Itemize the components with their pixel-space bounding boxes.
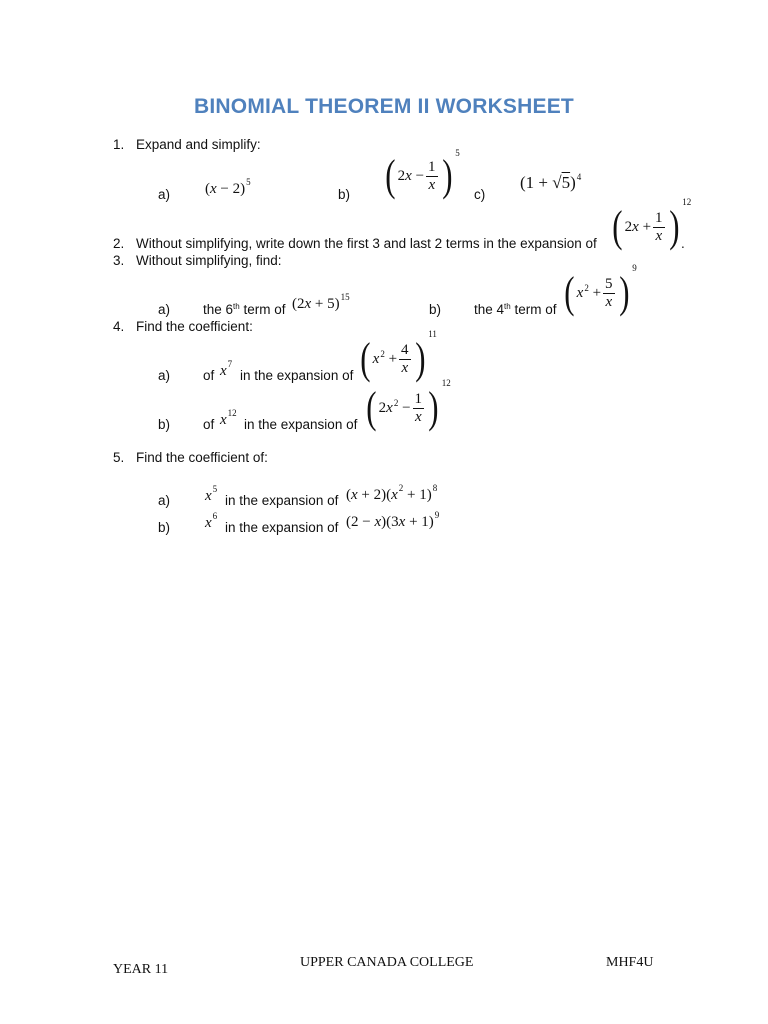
q5a-mid: in the expansion of xyxy=(225,493,339,508)
q4a-term: $x^7$ xyxy=(220,359,233,379)
q5b-mid: in the expansion of xyxy=(225,520,339,535)
q3b-sup: th xyxy=(504,302,511,311)
q3-text: Without simplifying, find: xyxy=(136,253,282,268)
q1b-label: b) xyxy=(338,187,351,202)
q2-expression: ( 2x + $\frac{1}{x}$ ) $^{12}$ xyxy=(612,197,692,251)
q3-number: 3. xyxy=(113,253,125,268)
q3a-text xyxy=(203,302,285,320)
q4a-mid: in the expansion of xyxy=(240,368,354,383)
footer-course: MHF4U xyxy=(606,955,654,970)
q5-text: Find the coefficient of: xyxy=(136,450,268,465)
q1-text: Expand and simplify: xyxy=(136,137,261,152)
q3a-sup: th xyxy=(233,302,240,311)
q5b-label: b) xyxy=(158,520,171,535)
q2-number: 2. xyxy=(113,236,125,251)
q4a-of: of xyxy=(203,368,215,383)
q4-text: Find the coefficient: xyxy=(136,319,253,334)
q3b-text xyxy=(474,302,556,320)
q3b-text-pre: the 4 xyxy=(474,302,505,317)
q4a-expression: ( $x^2$ + $\frac{4}{x}$ ) $^{11}$ xyxy=(360,329,437,383)
q3a-text-post: term of xyxy=(239,302,286,317)
q1-number: 1. xyxy=(113,137,125,152)
q1b-expression: ( 2x − $\frac{1}{x}$ ) $^5$ xyxy=(385,148,460,200)
q2-period: . xyxy=(681,236,685,251)
q4b-of: of xyxy=(203,417,215,432)
q4b-term: $x^{12}$ xyxy=(220,408,237,428)
q3a-text-pre: the 6 xyxy=(203,302,234,317)
q3b-expression: ( $x^2$ + $\frac{5}{x}$ ) $^9$ xyxy=(564,263,637,317)
q4b-label: b) xyxy=(158,417,171,432)
q2-text: Without simplifying, write down the first 3 and last 2 terms in the expansion of xyxy=(136,236,597,251)
q3a-label: a) xyxy=(158,302,171,317)
q5b-expression: $(2 - x)(3x + 1)^9$ xyxy=(346,510,440,530)
q1c-expression: $(1 + √5)^4$ xyxy=(520,172,582,192)
q4b-expression: ( $2x^2$ − $\frac{1}{x}$ ) $^{12}$ xyxy=(366,378,451,432)
q1a-label: a) xyxy=(158,187,171,202)
q3b-text-post: term of xyxy=(510,302,557,317)
q5a-label: a) xyxy=(158,493,171,508)
q5a-expression: $(x + 2)(x^2 + 1)^8$ xyxy=(346,483,438,503)
q1a-expression: $(x - 2)^5$ xyxy=(205,177,251,197)
footer-year: YEAR 11 xyxy=(113,962,169,977)
footer-school: UPPER CANADA COLLEGE xyxy=(300,955,474,970)
q1c-label: c) xyxy=(474,187,486,202)
worksheet-title: BINOMIAL THEOREM II WORKSHEET xyxy=(194,95,574,118)
q3b-label: b) xyxy=(429,302,442,317)
q4-number: 4. xyxy=(113,319,125,334)
q5b-term: $x^6$ xyxy=(205,511,218,531)
q4b-mid: in the expansion of xyxy=(244,417,358,432)
q5a-term: $x^5$ xyxy=(205,484,218,504)
q5-number: 5. xyxy=(113,450,125,465)
q4a-label: a) xyxy=(158,368,171,383)
q3a-expression: $(2x + 5)^{15}$ xyxy=(292,292,350,312)
